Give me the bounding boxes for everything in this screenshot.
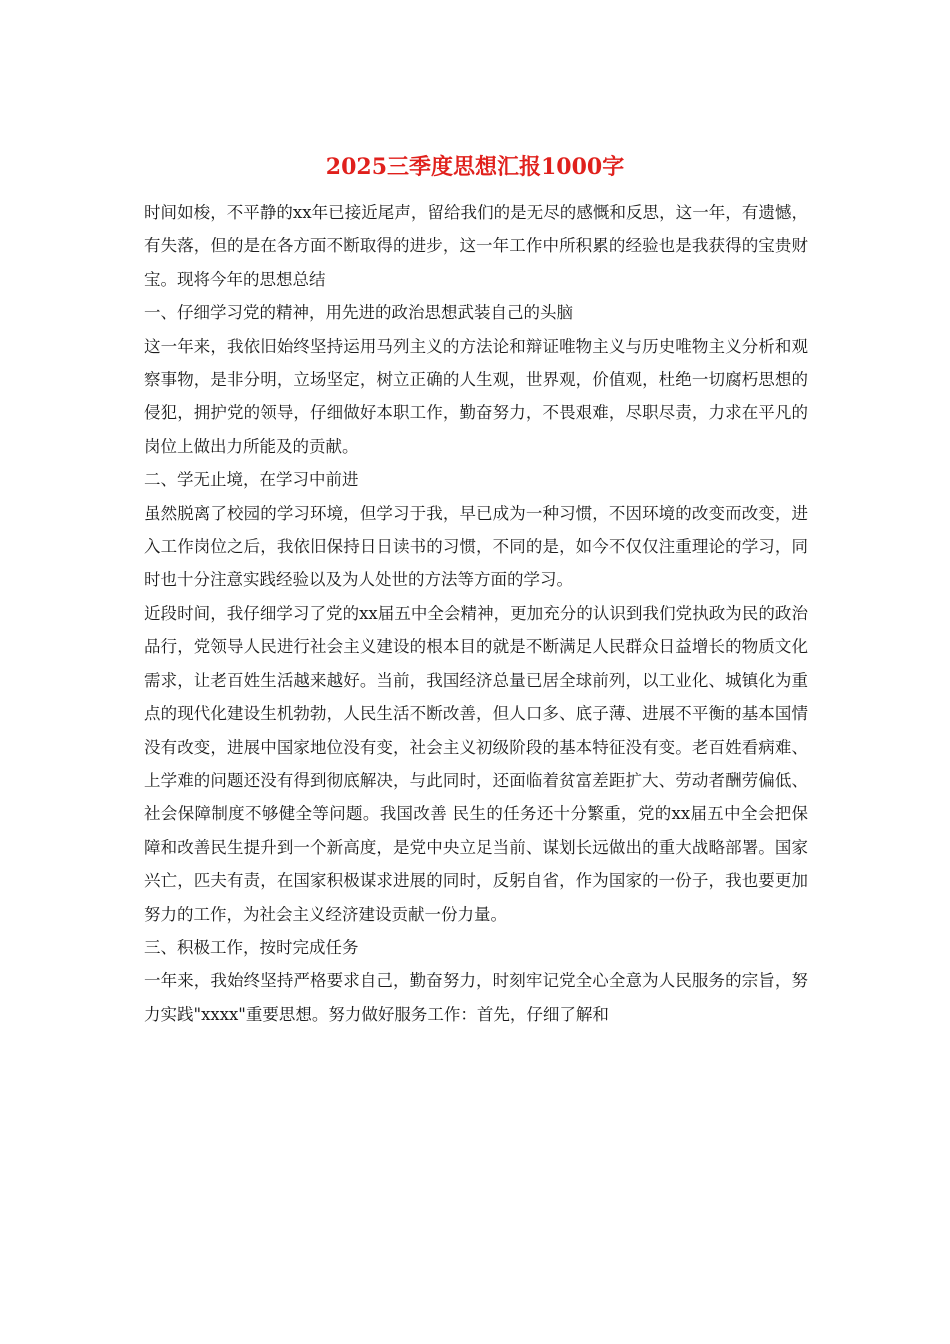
paragraph-section-1: 这一年来，我依旧始终坚持运用马列主义的方法论和辩证唯物主义与历史唯物主义分析和观察事物，是非分明，立场坚定，树立正确的人生观，世界观，价值观，杜绝一切腐朽思想的侵犯，拥护党的领导，仔细做好本职工作，勤奋努力，不畏艰难，尽职尽责，力求在平凡的岗位上做出力所能及的贡献。	[144, 336, 808, 456]
document-body	[144, 196, 808, 1031]
paragraph-section-2b: 近段时间，我仔细学习了党的xx届五中全会精神，更加充分的认识到我们党执政为民的政治品行，党领导人民进行社会主义建设的根本目的就是不断满足人民群众日益增长的物质文化需求，让老百姓生活越来越好。当前，我国经济总量已居全球前列，以工业化、城镇化为重点的现代化建设生机勃勃，人民生活不断改善，但人口多、底子薄、进展不平衡的基本国情没有改变，进展中国家地位没有变，社会主义初级阶段的基本特征没有变。老百姓看病难、上学难的问题还没有得到彻底解决，与此同时，还面临着贫富差距扩大、劳动者酬劳偏低、社会保障制度不够健全等问题。我国改善 民生的任务还十分繁重，党的xx届五中全会把保障和改善民生提升到一个新高度，是党中央立足当前、谋划长远做出的重大战略部署。国家兴亡，匹夫有责，在国家积极谋求进展的同时，反躬自省，作为国家的一份子，我也要更加努力的工作，为社会主义经济建设贡献一份力量。	[144, 603, 808, 924]
section-heading-3: 三、积极工作，按时完成任务	[144, 937, 359, 957]
paragraph-section-2a: 虽然脱离了校园的学习环境，但学习于我，早已成为一种习惯，不因环境的改变而改变，进入工作岗位之后，我依旧保持日日读书的习惯，不同的是，如今不仅仅注重理论的学习，同时也十分注意实践经验以及为人处世的方法等方面的学习。	[144, 503, 808, 590]
section-heading-1: 一、仔细学习党的精神，用先进的政治思想武装自己的头脑	[144, 303, 573, 323]
section-heading-2: 二、学无止境，在学习中前进	[144, 470, 359, 490]
paragraph-section-3: 一年来，我始终坚持严格要求自己，勤奋努力，时刻牢记党全心全意为人民服务的宗旨，努力实践"xxxx"重要思想。努力做好服务工作：首先，仔细了解和	[144, 971, 808, 1024]
paragraph-intro: 时间如梭，不平静的xx年已接近尾声，留给我们的是无尽的感慨和反思，这一年，有遗憾，有失落，但的是在各方面不断取得的进步，这一年工作中所积累的经验也是我获得的宝贵财宝。现将今年的思想总结	[144, 203, 808, 289]
document-title: 2025三季度思想汇报1000字	[325, 154, 625, 180]
